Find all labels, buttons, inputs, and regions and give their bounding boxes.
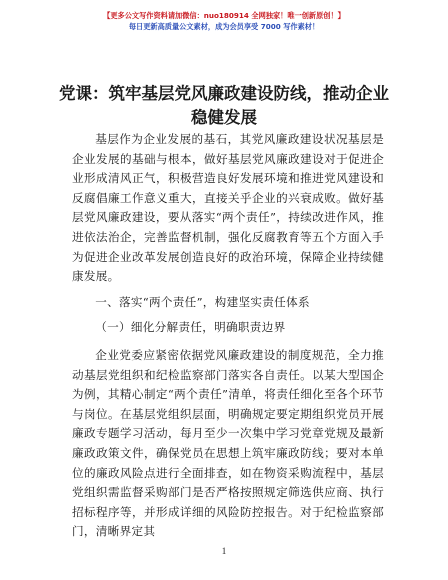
subsection-heading: （一）细化分解责任，明确职责边界 (95, 320, 286, 335)
document-title (40, 82, 408, 130)
section-heading: 一、落实“两个责任”，构建坚实责任体系 (95, 294, 310, 309)
banner-line-1: 【更多公文写作资料请加微信：nuo180914 全网独家！唯一创新原创！】 (103, 11, 345, 20)
intro-paragraph: 基层作为企业发展的基石，其党风廉政建设状况基层是企业发展的基础与根本，做好基层党风廉政建设对于促进企业形成清风正气，积极营造良好发展环境和推进党风建设和反腐倡廉工作意义重大，直接关乎企业的兴衰成败。做好基层党风廉政建设，要从落实“两个责任”，持续改进作风，推进依法治企，完善监督机制，强化反腐教育等五个方面入手为促进企业改革发展创造良好的政治环境，保障企业持续健康发展。 (72, 132, 384, 284)
title-line-1: 党课：筑牢基层党风廉政建设防线，推动企业 (59, 84, 389, 103)
title-line-2: 稳健发展 (191, 108, 257, 127)
body-paragraph: 企业党委应紧密依据党风廉政建设的制度规范，全力推动基层党组织和纪检监察部门落实各自责任。以某大型国企为例，其精心制定“两个责任”清单，将责任细化至各个环节与岗位。在基层党组织层面，明确规定要定期组织党员开展廉政专题学习活动，每月至少一次集中学习党章党规及最新廉政政策文件，确保党员在思想上筑牢廉政防线；要对本单位的廉政风险点进行全面排查，如在物资采购流程中，基层党组织需监督采购部门是否严格按照规定筛选供应商、执行招标程序等，并形成详细的风险防控报告。对于纪检监察部门，清晰界定其 (72, 347, 384, 539)
page-number: 1 (221, 546, 227, 556)
banner-line-2: 每日更新高质量公文素材，成为会员享受 7000 写作素材！ (128, 22, 320, 31)
header-banner (0, 10, 448, 32)
document-body (72, 130, 384, 542)
